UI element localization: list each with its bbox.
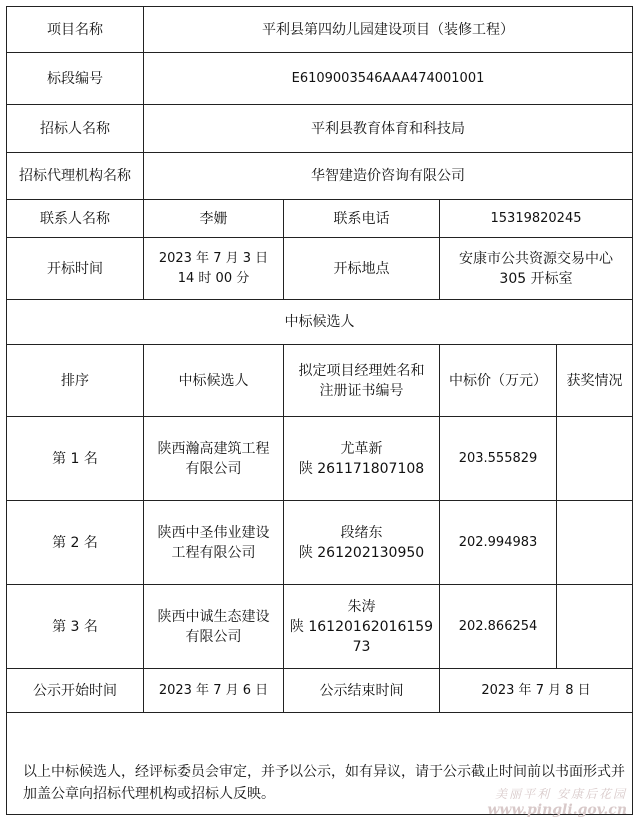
tenderer-value: 平利县教育体育和科技局 (144, 105, 633, 153)
candidate-name-line2: 工程有限公司 (171, 544, 256, 561)
site-watermark (487, 786, 627, 818)
open-place-label: 开标地点 (284, 238, 440, 300)
project-name-value: 平利县第四幼儿园建设项目（装修工程） (144, 7, 633, 53)
candidates-title-row (7, 300, 633, 345)
notice-text: 以上中标候选人，经评标委员会审定，并予以公示，如有异议，请于公示截止时间前以书面形式并加盖公章向招标代理机构或招标人反映。 (7, 713, 633, 815)
candidates-title: 中标候选人 (7, 300, 633, 345)
table-row (7, 417, 633, 501)
agency-label: 招标代理机构名称 (7, 153, 144, 200)
candidate-name (144, 417, 284, 501)
open-time-date: 2023 年 7 月 3 日 (158, 250, 269, 266)
open-time-value (144, 238, 284, 300)
candidate-manager (284, 501, 440, 585)
tenderer-row (7, 105, 633, 153)
section-number-label: 标段编号 (7, 53, 144, 105)
agency-row (7, 153, 633, 200)
manager-name: 朱涛 (347, 598, 376, 615)
contact-value: 李姗 (144, 200, 284, 238)
candidate-rank: 第 1 名 (7, 417, 144, 501)
candidate-manager (284, 585, 440, 669)
candidate-award (557, 585, 633, 669)
publicity-start-label: 公示开始时间 (7, 669, 144, 713)
phone-label: 联系电话 (284, 200, 440, 238)
agency-value: 华智建造价咨询有限公司 (144, 153, 633, 200)
manager-cert: 陕 1612016201615973 (289, 618, 434, 655)
phone-value: 15319820245 (440, 200, 633, 238)
manager-cert: 陕 261202130950 (298, 544, 425, 561)
candidate-rank: 第 3 名 (7, 585, 144, 669)
open-time-label: 开标时间 (7, 238, 144, 300)
publicity-start-value: 2023 年 7 月 6 日 (144, 669, 284, 713)
publicity-row (7, 669, 633, 713)
candidate-price: 202.866254 (440, 585, 557, 669)
manager-name: 段绪东 (340, 524, 383, 541)
candidates-header-row (7, 345, 633, 417)
header-price: 中标价（万元） (440, 345, 557, 417)
manager-cert: 陕 261171807108 (298, 460, 425, 477)
candidate-name-line2: 有限公司 (185, 628, 242, 645)
manager-name: 尤革新 (340, 440, 383, 457)
candidate-name-line1: 陕西中圣伟业建设 (157, 524, 270, 541)
candidate-manager (284, 417, 440, 501)
tender-result-table (6, 6, 633, 815)
candidate-price: 203.555829 (440, 417, 557, 501)
open-place-value (440, 238, 633, 300)
candidate-price: 202.994983 (440, 501, 557, 585)
candidate-name-line1: 陕西中诚生态建设 (157, 608, 270, 625)
watermark-url: www.pingli.gov.cn (487, 802, 627, 818)
table-row (7, 585, 633, 669)
project-name-label: 项目名称 (7, 7, 144, 53)
table-row (7, 501, 633, 585)
candidate-rank: 第 2 名 (7, 501, 144, 585)
candidate-award (557, 501, 633, 585)
header-manager-line2: 注册证书编号 (319, 382, 404, 399)
header-rank: 排序 (7, 345, 144, 417)
open-place-line1: 安康市公共资源交易中心 (459, 250, 613, 267)
open-time-hour: 14 时 00 分 (177, 270, 250, 286)
watermark-slogan: 美丽平利 安康后花园 (495, 787, 627, 801)
section-number-value: E6109003546AAA474001001 (144, 53, 633, 105)
tenderer-label: 招标人名称 (7, 105, 144, 153)
candidate-name-line2: 有限公司 (185, 460, 242, 477)
header-manager (284, 345, 440, 417)
candidate-name (144, 501, 284, 585)
section-number-row (7, 53, 633, 105)
candidate-name (144, 585, 284, 669)
candidate-name-line1: 陕西瀚高建筑工程 (157, 440, 270, 457)
contact-row (7, 200, 633, 238)
header-award: 获奖情况 (557, 345, 633, 417)
open-place-line2: 305 开标室 (499, 270, 573, 287)
publicity-end-label: 公示结束时间 (284, 669, 440, 713)
contact-label: 联系人名称 (7, 200, 144, 238)
opening-row (7, 238, 633, 300)
header-manager-line1: 拟定项目经理姓名和 (298, 362, 425, 379)
publicity-end-value: 2023 年 7 月 8 日 (440, 669, 633, 713)
candidate-award (557, 417, 633, 501)
header-candidate: 中标候选人 (144, 345, 284, 417)
project-name-row (7, 7, 633, 53)
